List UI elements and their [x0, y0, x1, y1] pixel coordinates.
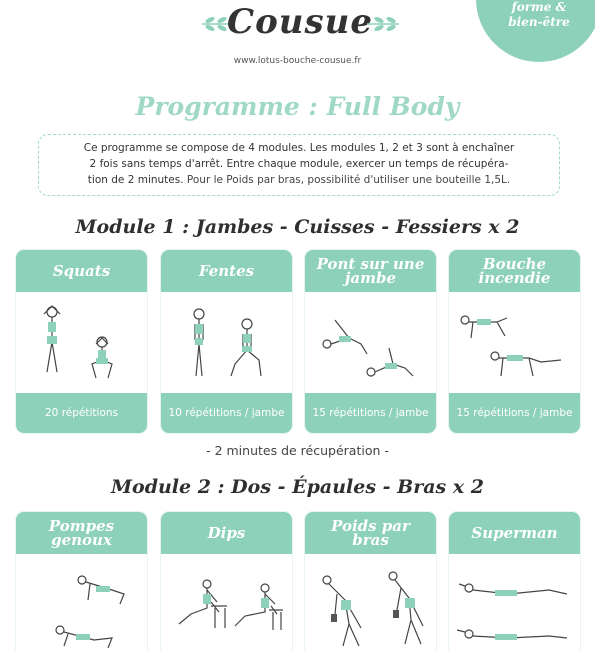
exercise-illustration [305, 292, 436, 393]
module-1-title: Module 1 : Jambes - Cuisses - Fessiers x 2 [75, 216, 520, 238]
program-intro-box [38, 134, 560, 196]
exercise-illustration [16, 554, 147, 650]
intro-line-2: 2 fois sans temps d'arrêt. Entre chaque module, exercer un temps de récupéra- [89, 158, 509, 170]
exercise-illustration [161, 292, 292, 393]
exercise-card-squats [16, 250, 147, 433]
program-title: Programme : Full Body [135, 92, 460, 121]
exercise-illustration [16, 292, 147, 393]
knee-pushup-figures-icon [16, 554, 147, 650]
exercise-reps: 15 répétitions / jambe [305, 393, 436, 433]
intro-line-3-note: Pour le Poids par bras, possibilité d'utiliser une bouteille 1,5L. [186, 174, 511, 186]
exercise-name: Fentes [161, 250, 292, 292]
exercise-illustration [449, 554, 580, 650]
superman-figures-icon [449, 554, 580, 650]
badge-line-1: forme & [511, 0, 567, 14]
module-2-title: Module 2 : Dos - Épaules - Bras x 2 [110, 476, 484, 498]
exercise-card-fentes [161, 250, 292, 433]
brand-title: Cousue [227, 2, 373, 42]
lunge-figures-icon [161, 292, 292, 393]
exercise-illustration [161, 554, 292, 650]
intro-line-1: Ce programme se compose de 4 modules. Les modules 1, 2 et 3 sont à enchaîner [83, 142, 515, 154]
exercise-name: Dips [161, 512, 292, 554]
exercise-card-pompes-genoux [16, 512, 147, 650]
exercise-reps: 20 répétitions [16, 393, 147, 433]
exercise-reps: 10 répétitions / jambe [161, 393, 292, 433]
exercise-name: Pompes genoux [16, 512, 147, 554]
exercise-name: Squats [16, 250, 147, 292]
exercise-reps: 15 répétitions / jambe [449, 393, 580, 433]
exercise-name: Superman [449, 512, 580, 554]
category-badge-text [476, 0, 595, 30]
exercise-name: Pont sur une jambe [305, 250, 436, 292]
exercise-card-superman [449, 512, 580, 650]
website-url[interactable]: www.lotus-bouche-cousue.fr [233, 56, 362, 66]
leaf-sprig-right-icon [365, 14, 401, 34]
exercise-card-pont [305, 250, 436, 433]
fire-hydrant-figures-icon [449, 292, 580, 393]
recovery-note: - 2 minutes de récupération - [206, 443, 389, 458]
dips-figures-icon [161, 554, 292, 650]
exercise-name: Poids par bras [305, 512, 436, 554]
exercise-illustration [305, 554, 436, 650]
badge-line-2: bien-être [508, 15, 570, 29]
exercise-card-poids-par-bras [305, 512, 436, 650]
squat-figures-icon [16, 292, 147, 393]
bent-over-row-figures-icon [305, 554, 436, 650]
bridge-figures-icon [305, 292, 436, 393]
intro-line-3-main: tion de 2 minutes. [87, 174, 184, 186]
intro-line-3 [47, 172, 551, 188]
exercise-illustration [449, 292, 580, 393]
exercise-card-bouche-incendie [449, 250, 580, 433]
exercise-name: Bouche incendie [449, 250, 580, 292]
exercise-card-dips [161, 512, 292, 650]
